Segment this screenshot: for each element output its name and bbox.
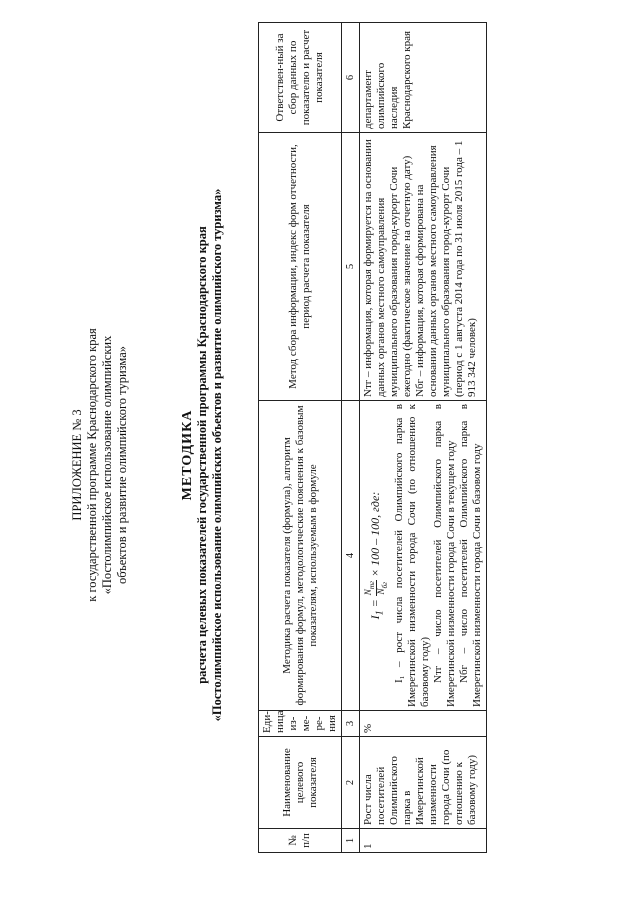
header-unit: Еди-ница из-ме-ре-ния — [259, 711, 342, 737]
appendix-header — [70, 285, 130, 645]
indicator-name: Рост числа посетителей Олимпийского парка в Имеретинской низменности города Сочи (по отношению к базовому году) — [360, 737, 487, 829]
formula-lhs-sub: 1 — [374, 610, 386, 616]
formula-rhs: × 100 – 100, где: — [368, 491, 383, 577]
table-header-row — [259, 23, 342, 853]
column-number: 2 — [342, 737, 360, 829]
formula-explanation: I₁ – рост числа посетителей Олимпийского парка в Имеретинской низменности города Сочи (по отношению к базовому году) — [392, 404, 431, 707]
document-title — [180, 45, 225, 865]
header-number: № п/п — [259, 829, 342, 853]
formula-explanation: Nбг – число посетителей Олимпийского парка в Имеретинской низменности города Сочи в базовом году — [457, 404, 483, 707]
column-number: 3 — [342, 711, 360, 737]
column-number: 6 — [342, 23, 360, 133]
column-number: 4 — [342, 401, 360, 711]
header-data-collection: Метод сбора информации, индекс форм отчетности, период расчета показателя — [259, 133, 342, 401]
header-responsible: Ответствен-ный за сбор данных по показателю и расчет показателя — [259, 23, 342, 133]
appendix-ref-line: к государственной программе Краснодарского края — [85, 328, 99, 602]
formula-lhs: I — [368, 615, 383, 620]
calculation-method-cell — [360, 401, 487, 711]
fraction-denominator: N — [375, 588, 386, 595]
formula: $I_1$ = $N_{тг}$ $N_{бг}$ × 100 – 100, где: — [363, 491, 389, 620]
appendix-number: ПРИЛОЖЕНИЕ № 3 — [70, 409, 84, 521]
title-program-name: «Постолимпийское использование олимпийских объектов и развитие олимпийского туризма» — [210, 188, 224, 722]
row-number: 1 — [360, 829, 487, 853]
responsible-party: департамент олимпийского наследия Краснодарского края — [360, 23, 487, 133]
table-row — [360, 23, 487, 853]
column-number: 1 — [342, 829, 360, 853]
header-calculation-method: Методика расчета показателя (формула), алгоритм формирования формул, методологические пояснения к базовым показателям, используемым в формуле — [259, 401, 342, 711]
column-number: 5 — [342, 133, 360, 401]
title-subheading: расчета целевых показателей государственной программы Краснодарского края — [195, 226, 209, 684]
methodology-table — [258, 22, 487, 853]
header-indicator-name: Наименование целевого показателя — [259, 737, 342, 829]
fraction-numerator-sub: тг — [366, 580, 376, 590]
appendix-ref-line: «Постолимпийское использование олимпийских — [100, 335, 114, 595]
fraction-denominator-sub: бг — [379, 581, 389, 589]
formula-explanation: Nтг – число посетителей Олимпийского парка в Имеретинской низменности города Сочи в текущем году — [431, 404, 457, 707]
data-collection-method: Nтг – информация, которая формируется на основании данных органов местного самоуправления муниципального образования город-курорт Сочи ежегодно (фактическое значение на отчетную дату) Nбг – информация, которая сформирована на основании данных органов местного самоуправления муниципального образования город-курорт Сочи (период с 1 августа 2014 года по 31 июля 2015 года – 1 913 342 человек) — [360, 133, 487, 401]
formula-fraction — [364, 580, 389, 596]
column-number-row — [342, 23, 360, 853]
appendix-ref-line: объектов и развитие олимпийского туризма» — [115, 345, 129, 585]
unit-of-measure: % — [360, 711, 487, 737]
fraction-numerator: N — [363, 589, 373, 596]
title-heading: МЕТОДИКА — [180, 409, 195, 501]
